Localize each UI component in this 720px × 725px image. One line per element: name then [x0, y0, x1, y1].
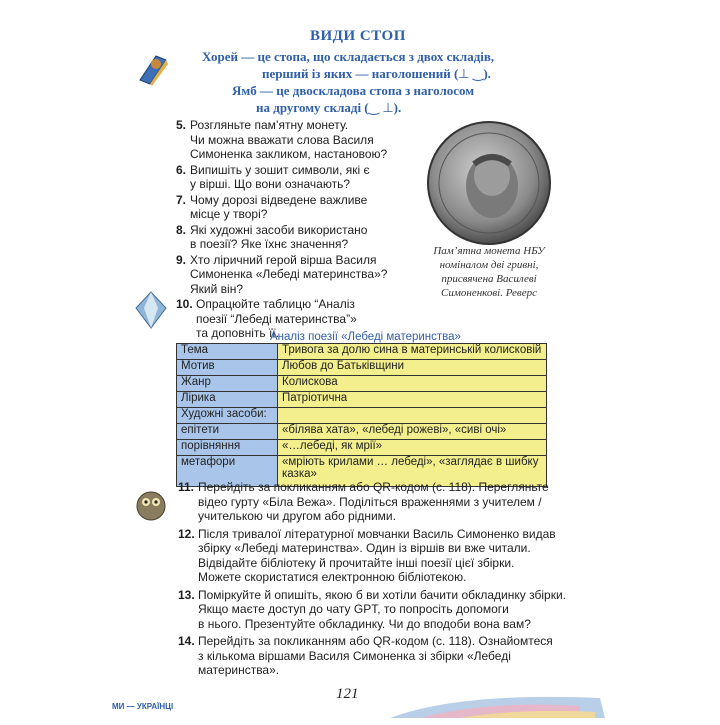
crystal-icon: [134, 290, 168, 335]
caption-line: присвячена Василеві: [441, 273, 537, 285]
question-7: [176, 193, 416, 222]
definition-text: перший із яких — наголошений (: [262, 66, 459, 81]
coin-caption: [414, 244, 564, 300]
definition-text: на другому складі (: [256, 100, 369, 115]
definition-text: ).: [483, 66, 491, 81]
question-text: Який він?: [190, 281, 243, 296]
row-label: метафори: [177, 456, 278, 487]
question-11: [178, 480, 578, 524]
page-number: 121: [336, 686, 359, 702]
question-number: 5.: [176, 118, 187, 132]
bird-book-icon: [136, 50, 170, 93]
row-label: Художні засоби:: [177, 408, 278, 424]
analysis-table: [176, 343, 547, 487]
question-text: Опрацюйте таблицю “Аналіз: [196, 297, 355, 311]
row-value: Колискова: [278, 376, 547, 392]
question-text: Після тривалої літературної мовчанки Василь Симоненко видав: [198, 526, 556, 541]
question-text: в нього. Презентуйте обкладинку. Чи до вподоби вона вам?: [198, 616, 531, 631]
question-text: відео гурту «Біла Вежа». Поділіться враженнями з учителем /: [198, 494, 542, 509]
definition-text: — це двоскладова стопа з наголосом: [256, 83, 475, 98]
table-row: [177, 440, 547, 456]
question-text: материнства».: [198, 663, 280, 677]
question-12: [178, 527, 578, 585]
table-row: [177, 424, 547, 440]
row-label: Жанр: [177, 376, 278, 392]
question-text: Які художні засоби використано: [190, 222, 368, 237]
question-text: Якщо маєте доступ до чату GPT, то попросіть допомоги: [198, 602, 509, 616]
table-row: [177, 344, 547, 360]
question-text: Симоненка закликом, настановою?: [190, 147, 388, 161]
table-row: [177, 360, 547, 376]
question-text: Чи можна вважати слова Василя: [190, 132, 374, 147]
question-text: в поезії? Яке їхнє значення?: [190, 237, 349, 251]
question-13: [178, 588, 578, 632]
question-number: 14.: [178, 634, 195, 648]
question-5: [176, 118, 416, 162]
definition-yamb: [232, 82, 532, 99]
question-text: Випишіть у зошит символи, які є: [190, 162, 370, 177]
definition-text: ).: [393, 100, 402, 115]
row-label: Тема: [177, 344, 278, 360]
row-value: Патріотична: [278, 392, 547, 408]
definition-khorei-line2: [262, 65, 542, 82]
row-value: [278, 408, 547, 424]
stress-symbol: ⊥ ‿: [458, 66, 484, 81]
question-text: Чому дорозі відведене важливе: [190, 192, 368, 207]
question-number: 13.: [178, 587, 195, 602]
question-number: 7.: [176, 192, 187, 207]
question-14: [178, 634, 578, 678]
row-label: Лірика: [177, 392, 278, 408]
question-number: 10.: [176, 297, 193, 311]
row-value: «мріють крилами … лебеді», «заглядає в шибку казка»: [278, 456, 547, 487]
row-value: «…лебеді, як мрії»: [278, 440, 547, 456]
stress-symbol: ‿ ⊥: [368, 100, 394, 115]
definition-text: — це стопа, що складається з двох складів,: [237, 49, 495, 64]
question-9: [176, 253, 416, 297]
question-number: 12.: [178, 526, 195, 541]
commemorative-coin-image: [426, 120, 552, 251]
caption-line: номіналом дві гривні,: [439, 259, 539, 271]
question-text: з кількома віршами Василя Симоненка зі збірки «Лебеді: [198, 648, 511, 663]
question-text: Перейдіть за покликанням або QR-кодом (с. 118). Перегляньте: [198, 480, 549, 494]
table-title: Аналіз поезії «Лебеді материнства»: [270, 331, 461, 343]
question-number: 8.: [176, 222, 187, 237]
question-text: поезії “Лебеді материнства”»: [196, 311, 357, 326]
row-value: Любов до Батьківщини: [278, 360, 547, 376]
caption-line: Пам’ятна монета НБУ: [433, 245, 545, 257]
caption-line: Симоненкові. Реверс: [441, 287, 537, 299]
table-row: [177, 408, 547, 424]
decorative-brush-strokes: [380, 688, 610, 725]
row-label: епітети: [177, 424, 278, 440]
question-text: у вірші. Що вони означають?: [190, 177, 351, 191]
term-yamb: Ямб: [232, 83, 257, 98]
question-text: Відвідайте бібліотеку й прочитайте інші поезії цієї збірки.: [198, 555, 515, 570]
question-6: [176, 163, 416, 192]
question-text: місце у творі?: [190, 207, 268, 221]
owl-icon: [134, 486, 168, 527]
question-text: Поміркуйте й опишіть, якою б ви хотіли бачити обкладинку збірки.: [198, 587, 566, 602]
question-text: Симоненка «Лебеді материнства»?: [190, 267, 388, 281]
footer-label: МИ — УКРАЇНЦІ: [112, 702, 174, 711]
definition-khorei: [202, 48, 542, 65]
questions-top: [176, 118, 416, 341]
question-text: Перейдіть за покликанням або QR-кодом (с. 118). Ознайомтеся: [198, 634, 553, 648]
question-text: Можете скористатися електронною бібліотекою.: [198, 570, 467, 584]
question-text: Хто ліричний герой вірша Василя: [190, 252, 377, 267]
row-label: Мотив: [177, 360, 278, 376]
section-heading: ВИДИ СТОП: [310, 28, 406, 44]
table-row: [177, 376, 547, 392]
question-text: Розгляньте пам’ятну монету.: [190, 118, 349, 132]
question-number: 11.: [178, 480, 195, 494]
question-number: 9.: [176, 252, 187, 267]
term-khorei: Хорей: [202, 49, 238, 64]
row-value: «білява хата», «лебеді рожеві», «сиві очі»: [278, 424, 547, 440]
question-text: збірку «Лебеді материнства». Один із віршів ви вже читали.: [198, 541, 531, 555]
question-text: учителькою чи другом або рідними.: [198, 509, 396, 523]
question-text: та доповніть її.: [196, 326, 279, 340]
table-row: [177, 392, 547, 408]
question-8: [176, 223, 416, 252]
row-value: Тривога за долю сина в материнській колисковій: [278, 344, 547, 360]
question-number: 6.: [176, 162, 187, 177]
definition-yamb-line2: [256, 99, 536, 116]
row-label: порівняння: [177, 440, 278, 456]
questions-bottom: [178, 480, 578, 678]
